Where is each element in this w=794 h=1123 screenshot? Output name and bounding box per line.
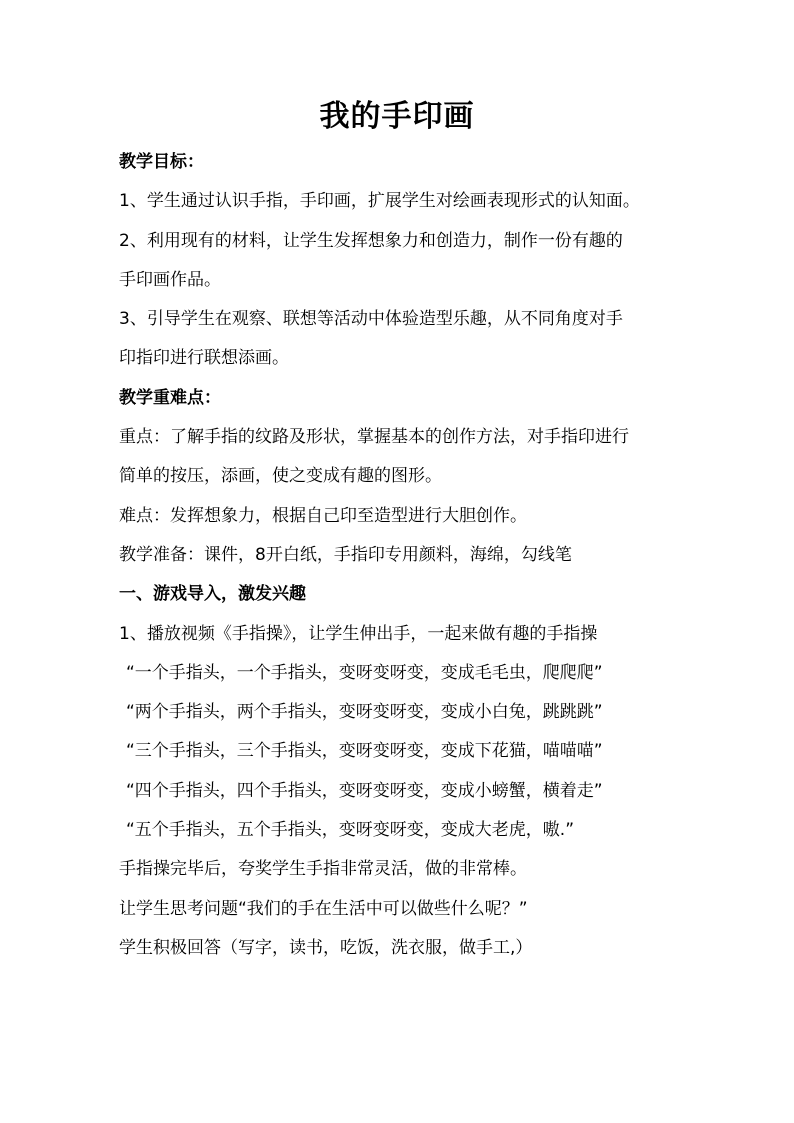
paragraph-line: 手指操完毕后，夸奖学生手指非常灵活，做的非常棒。 <box>119 859 527 880</box>
paragraph-line: 让学生思考问题“我们的手在生活中可以做些什么呢？” <box>119 898 528 919</box>
paragraph-line: 难点：发挥想象力，根据自己印至造型进行大胆创作。 <box>119 505 527 526</box>
rhyme-line: “五个手指头，五个手指头，变呀变呀变，变成大老虎，嗷.” <box>126 820 575 841</box>
paragraph-line: 教学准备：课件，8开白纸，手指印专用颜料，海绵，勾线笔 <box>119 544 572 565</box>
paragraph-line: 1、播放视频《手指操》，让学生伸出手，一起来做有趣的手指操 <box>119 623 598 644</box>
paragraph-line: 印指印进行联想添画。 <box>119 348 289 369</box>
document-body <box>119 143 699 968</box>
paragraph-line: 重点：了解手指的纹路及形状，掌握基本的创作方法，对手指印进行 <box>119 427 629 448</box>
rhyme-line: “三个手指头，三个手指头，变呀变呀变，变成下花猫，喵喵喵” <box>126 741 603 762</box>
paragraph-line: 1、学生通过认识手指，手印画，扩展学生对绘画表现形式的认知面。 <box>119 191 640 212</box>
paragraph-line: 3、引导学生在观察、联想等活动中体验造型乐趣，从不同角度对手 <box>119 309 623 330</box>
paragraph-line: 2、利用现有的材料，让学生发挥想象力和创造力，制作一份有趣的 <box>119 230 623 251</box>
rhyme-line: “两个手指头，两个手指头，变呀变呀变，变成小白兔，跳跳跳” <box>126 702 603 723</box>
document-title: 我的手印画 <box>319 99 475 134</box>
rhyme-line: “一个手指头，一个手指头，变呀变呀变，变成毛毛虫，爬爬爬” <box>126 662 603 683</box>
paragraph-line: 简单的按压，添画，使之变成有趣的图形。 <box>119 466 442 487</box>
paragraph-line: 学生积极回答（写字，读书，吃饭，洗衣服，做手工,） <box>119 937 533 958</box>
section-heading-objectives: 教学目标： <box>119 152 204 172</box>
section-heading-key-points: 教学重难点： <box>119 387 221 408</box>
paragraph-line: 手印画作品。 <box>119 269 221 290</box>
section-heading-game-intro: 一、游戏导入，激发兴趣 <box>119 584 306 605</box>
rhyme-line: “四个手指头，四个手指头，变呀变呀变，变成小螃蟹，横着走” <box>126 780 603 801</box>
